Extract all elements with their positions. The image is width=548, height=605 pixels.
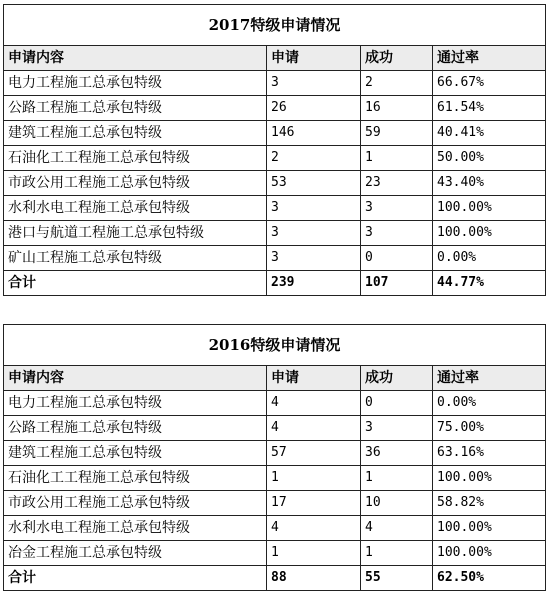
table-row	[4, 441, 546, 466]
applied-cell[interactable]: 17	[267, 491, 361, 516]
table-row	[4, 71, 546, 96]
pass-rate-cell[interactable]: 100.00%	[433, 221, 546, 246]
spreadsheet	[3, 4, 545, 591]
table-body-2017	[4, 5, 546, 296]
content-cell[interactable]: 水利水电工程施工总承包特级	[4, 516, 267, 541]
pass-rate-cell[interactable]: 100.00%	[433, 541, 546, 566]
table-title-row	[4, 325, 546, 366]
pass-rate-cell[interactable]: 0.00%	[433, 246, 546, 271]
success-cell[interactable]: 0	[361, 391, 433, 416]
pass-rate-cell[interactable]: 61.54%	[433, 96, 546, 121]
total-row	[4, 566, 546, 591]
column-header[interactable]: 申请内容	[4, 46, 267, 71]
applied-cell[interactable]: 1	[267, 466, 361, 491]
table-row	[4, 416, 546, 441]
pass-rate-cell[interactable]: 63.16%	[433, 441, 546, 466]
total-applied-cell[interactable]: 88	[267, 566, 361, 591]
content-cell[interactable]: 石油化工工程施工总承包特级	[4, 466, 267, 491]
total-row	[4, 271, 546, 296]
pass-rate-cell[interactable]: 50.00%	[433, 146, 546, 171]
pass-rate-cell[interactable]: 100.00%	[433, 196, 546, 221]
table-body-2016	[4, 325, 546, 591]
table-row	[4, 491, 546, 516]
content-cell[interactable]: 公路工程施工总承包特级	[4, 96, 267, 121]
content-cell[interactable]: 公路工程施工总承包特级	[4, 416, 267, 441]
applied-cell[interactable]: 2	[267, 146, 361, 171]
success-cell[interactable]: 3	[361, 416, 433, 441]
column-header[interactable]: 成功	[361, 366, 433, 391]
pass-rate-cell[interactable]: 0.00%	[433, 391, 546, 416]
table-row	[4, 246, 546, 271]
applied-cell[interactable]: 1	[267, 541, 361, 566]
table-row	[4, 121, 546, 146]
success-cell[interactable]: 1	[361, 541, 433, 566]
success-cell[interactable]: 3	[361, 196, 433, 221]
header-row	[4, 46, 546, 71]
total-content-cell[interactable]: 合计	[4, 271, 267, 296]
applied-cell[interactable]: 3	[267, 71, 361, 96]
total-applied-cell[interactable]: 239	[267, 271, 361, 296]
success-cell[interactable]: 16	[361, 96, 433, 121]
content-cell[interactable]: 矿山工程施工总承包特级	[4, 246, 267, 271]
table-row	[4, 221, 546, 246]
content-cell[interactable]: 建筑工程施工总承包特级	[4, 441, 267, 466]
content-cell[interactable]: 建筑工程施工总承包特级	[4, 121, 267, 146]
table-row	[4, 516, 546, 541]
total-success-cell[interactable]: 107	[361, 271, 433, 296]
table-2017	[3, 4, 546, 296]
applied-cell[interactable]: 57	[267, 441, 361, 466]
success-cell[interactable]: 3	[361, 221, 433, 246]
column-header[interactable]: 成功	[361, 46, 433, 71]
column-header[interactable]: 申请	[267, 366, 361, 391]
content-cell[interactable]: 电力工程施工总承包特级	[4, 71, 267, 96]
content-cell[interactable]: 市政公用工程施工总承包特级	[4, 171, 267, 196]
content-cell[interactable]: 水利水电工程施工总承包特级	[4, 196, 267, 221]
pass-rate-cell[interactable]: 40.41%	[433, 121, 546, 146]
pass-rate-cell[interactable]: 100.00%	[433, 466, 546, 491]
applied-cell[interactable]: 3	[267, 221, 361, 246]
success-cell[interactable]: 23	[361, 171, 433, 196]
content-cell[interactable]: 冶金工程施工总承包特级	[4, 541, 267, 566]
table-title-row	[4, 5, 546, 46]
table-2016	[3, 324, 546, 591]
success-cell[interactable]: 1	[361, 466, 433, 491]
column-header[interactable]: 通过率	[433, 366, 546, 391]
total-content-cell[interactable]: 合计	[4, 566, 267, 591]
applied-cell[interactable]: 4	[267, 516, 361, 541]
column-header[interactable]: 申请内容	[4, 366, 267, 391]
table-row	[4, 196, 546, 221]
table-title[interactable]: 2016特级申请情况	[4, 325, 546, 366]
applied-cell[interactable]: 146	[267, 121, 361, 146]
success-cell[interactable]: 1	[361, 146, 433, 171]
applied-cell[interactable]: 4	[267, 416, 361, 441]
table-row	[4, 391, 546, 416]
success-cell[interactable]: 36	[361, 441, 433, 466]
applied-cell[interactable]: 53	[267, 171, 361, 196]
applied-cell[interactable]: 3	[267, 246, 361, 271]
content-cell[interactable]: 港口与航道工程施工总承包特级	[4, 221, 267, 246]
pass-rate-cell[interactable]: 58.82%	[433, 491, 546, 516]
success-cell[interactable]: 59	[361, 121, 433, 146]
table-title[interactable]: 2017特级申请情况	[4, 5, 546, 46]
total-pass-rate-cell[interactable]: 62.50%	[433, 566, 546, 591]
total-pass-rate-cell[interactable]: 44.77%	[433, 271, 546, 296]
column-header[interactable]: 申请	[267, 46, 361, 71]
pass-rate-cell[interactable]: 43.40%	[433, 171, 546, 196]
success-cell[interactable]: 10	[361, 491, 433, 516]
pass-rate-cell[interactable]: 66.67%	[433, 71, 546, 96]
applied-cell[interactable]: 4	[267, 391, 361, 416]
table-row	[4, 541, 546, 566]
table-row	[4, 171, 546, 196]
column-header[interactable]: 通过率	[433, 46, 546, 71]
table-row	[4, 146, 546, 171]
success-cell[interactable]: 2	[361, 71, 433, 96]
table-row	[4, 96, 546, 121]
spacer-row	[3, 296, 545, 324]
content-cell[interactable]: 市政公用工程施工总承包特级	[4, 491, 267, 516]
table-row	[4, 466, 546, 491]
content-cell[interactable]: 石油化工工程施工总承包特级	[4, 146, 267, 171]
total-success-cell[interactable]: 55	[361, 566, 433, 591]
success-cell[interactable]: 0	[361, 246, 433, 271]
pass-rate-cell[interactable]: 100.00%	[433, 516, 546, 541]
applied-cell[interactable]: 3	[267, 196, 361, 221]
header-row	[4, 366, 546, 391]
content-cell[interactable]: 电力工程施工总承包特级	[4, 391, 267, 416]
pass-rate-cell[interactable]: 75.00%	[433, 416, 546, 441]
applied-cell[interactable]: 26	[267, 96, 361, 121]
success-cell[interactable]: 4	[361, 516, 433, 541]
